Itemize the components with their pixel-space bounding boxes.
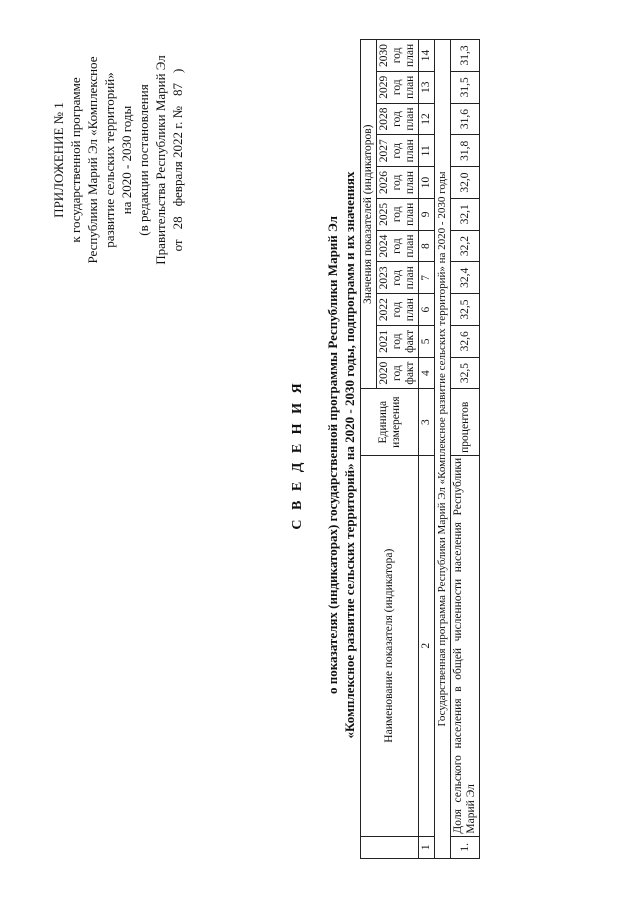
header-year-year: 2026 xyxy=(378,171,390,195)
column-number: 11 xyxy=(419,135,435,167)
header-year xyxy=(377,135,419,167)
row-name: Доля сельского населения в общей численности населения Республики Марий Эл xyxy=(451,455,480,836)
header-year-kind: год xyxy=(391,47,403,64)
header-year-status: план xyxy=(404,298,416,322)
header-year-year: 2020 xyxy=(378,361,390,385)
row-value: 31,3 xyxy=(451,40,480,72)
date-number: 87 xyxy=(170,82,185,96)
appendix-line: на 2020 - 2030 годы xyxy=(119,105,134,215)
appendix-line: (в редакции постановления xyxy=(136,84,151,236)
row-value: 31,8 xyxy=(451,135,480,167)
header-num xyxy=(361,836,419,858)
header-year xyxy=(377,325,419,357)
header-year-year: 2030 xyxy=(378,43,390,67)
appendix-block xyxy=(50,35,186,285)
column-number: 13 xyxy=(419,71,435,103)
header-year xyxy=(377,167,419,199)
date-prefix: от xyxy=(170,239,185,252)
column-number: 5 xyxy=(419,325,435,357)
table-row xyxy=(451,40,480,859)
header-year-year: 2025 xyxy=(378,202,390,226)
header-year-status: план xyxy=(404,170,416,195)
header-year-kind: год xyxy=(391,269,403,286)
appendix-line: развитие сельских территорий» xyxy=(102,72,117,248)
header-year-year: 2022 xyxy=(378,298,390,322)
header-year-status: план xyxy=(404,139,416,163)
header-year-kind: год xyxy=(391,238,403,254)
appendix-line: к государственной программе xyxy=(68,77,83,243)
header-year-year: 2029 xyxy=(378,75,390,99)
row-num: 1. xyxy=(451,836,480,858)
header-year xyxy=(377,357,419,389)
date-rest: февраля 2022 г. № xyxy=(170,105,185,207)
header-year-kind: год xyxy=(391,301,403,318)
document-title xyxy=(290,65,358,845)
header-year-kind: год xyxy=(391,79,403,96)
row-value: 32,4 xyxy=(451,262,480,294)
row-value: 31,6 xyxy=(451,103,480,135)
header-year-kind: год xyxy=(391,111,403,127)
column-number: 3 xyxy=(419,389,435,455)
header-name: Наименование показателя (индикатора) xyxy=(361,455,419,836)
header-year xyxy=(377,198,419,230)
column-number: 12 xyxy=(419,103,435,135)
header-year-status: план xyxy=(404,75,416,99)
header-year-kind: год xyxy=(391,142,403,159)
column-number: 8 xyxy=(419,230,435,262)
header-year-year: 2023 xyxy=(378,266,390,290)
row-unit: процентов xyxy=(451,389,480,455)
header-year xyxy=(377,71,419,103)
indicators-table xyxy=(360,39,480,859)
header-year-kind: год xyxy=(391,206,403,223)
header-year-status: факт xyxy=(404,329,416,353)
row-value: 32,2 xyxy=(451,230,480,262)
section-title: Государственная программа Республики Марий Эл «Комплексное развитие сельских территорий» на 2020 - 2030 годы xyxy=(435,40,451,859)
header-year xyxy=(377,230,419,262)
column-number: 4 xyxy=(419,357,435,389)
header-year-year: 2027 xyxy=(378,139,390,163)
header-year-status: план xyxy=(404,202,416,226)
header-year-year: 2021 xyxy=(378,329,390,353)
header-year-status: план xyxy=(404,43,416,68)
header-values: Значения показателей (индикаторов) xyxy=(361,40,377,389)
column-number: 14 xyxy=(419,40,435,72)
table-header-row xyxy=(361,40,377,859)
header-year-status: план xyxy=(404,266,416,290)
column-number: 10 xyxy=(419,167,435,199)
date-day: 28 xyxy=(170,216,185,230)
row-value: 31,5 xyxy=(451,71,480,103)
row-value: 32,5 xyxy=(451,357,480,389)
title-sub-line2: «Комплексное развитие сельских территорий» на 2020 - 2030 годы, подпрограмм и их значениях xyxy=(342,171,357,739)
row-value: 32,0 xyxy=(451,167,480,199)
section-row xyxy=(435,40,451,859)
column-number: 1 xyxy=(419,836,435,858)
title-sub-line1: о показателях (индикаторах) государственной программы Республики Марий Эл xyxy=(325,216,340,694)
row-value: 32,6 xyxy=(451,325,480,357)
header-year-kind: год xyxy=(391,365,403,381)
column-number: 2 xyxy=(419,455,435,836)
header-year xyxy=(377,262,419,294)
header-year-year: 2024 xyxy=(378,234,390,258)
title-main: С В Е Д Е Н И Я xyxy=(290,380,305,530)
appendix-line: Республики Марий Эл «Комплексное xyxy=(85,56,100,264)
header-year-status: план xyxy=(404,234,416,258)
row-value: 32,5 xyxy=(451,294,480,326)
header-year-kind: год xyxy=(391,333,403,350)
column-number: 7 xyxy=(419,262,435,294)
appendix-line: ПРИЛОЖЕНИЕ № 1 xyxy=(51,102,66,218)
column-number: 9 xyxy=(419,198,435,230)
header-year-status: план xyxy=(404,107,416,131)
header-year xyxy=(377,103,419,135)
table-colnum-row xyxy=(419,40,435,859)
date-close: ) xyxy=(170,68,185,73)
column-number: 6 xyxy=(419,294,435,326)
appendix-date-line xyxy=(169,35,186,285)
appendix-line: Правительства Республики Марий Эл xyxy=(153,55,168,265)
row-value: 32,1 xyxy=(451,198,480,230)
header-year-year: 2028 xyxy=(378,107,390,131)
header-year-kind: год xyxy=(391,174,403,191)
header-unit: Единица измерения xyxy=(361,389,419,455)
header-year-status: факт xyxy=(404,361,416,385)
header-year xyxy=(377,40,419,72)
header-year xyxy=(377,294,419,326)
